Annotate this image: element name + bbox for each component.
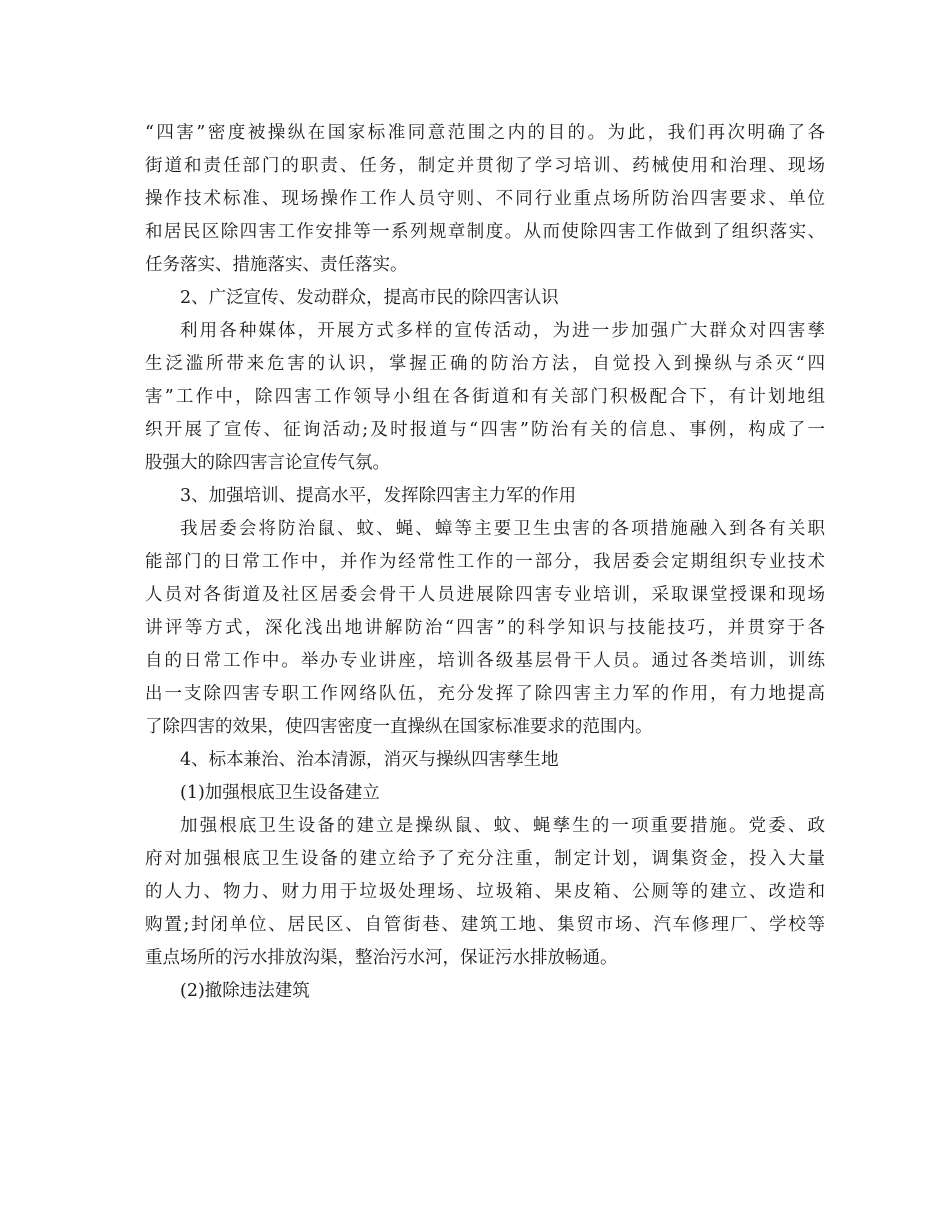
text-line: 生泛滥所带来危害的认识，掌握正确的防治方法，自觉投入到操纵与杀灭“四 (145, 354, 825, 374)
text-line: 操作技术标准、现场操作工作人员守则、不同行业重点场所防治四害要求、单位 (145, 189, 825, 209)
text-line: 重点场所的污水排放沟渠，整治污水河，保证污水排放畅通。 (145, 948, 618, 968)
text-line: 我居委会将防治鼠、蚊、蝇、蟑等主要卫生虫害的各项措施融入到各有关职 (180, 519, 825, 539)
text-line: 加强根底卫生设备的建立是操纵鼠、蚊、蝇孳生的一项重要措施。党委、政 (180, 816, 825, 836)
text-line: (2)撤除违法建筑 (180, 981, 310, 1001)
text-line: 讲评等方式，深化浅出地讲解防治“四害”的科学知识与技能技巧，并贯穿于各 (145, 618, 825, 638)
text-line: 了除四害的效果，使四害密度一直操纵在国家标准要求的范围内。 (145, 717, 653, 737)
text-line: 出一支除四害专职工作网络队伍，充分发挥了除四害主力军的作用，有力地提高 (145, 684, 825, 704)
text-line: 害”工作中，除四害工作领导小组在各街道和有关部门积极配合下，有计划地组 (145, 387, 825, 407)
text-line: 能部门的日常工作中，并作为经常性工作的一部分，我居委会定期组织专业技术 (145, 552, 825, 572)
text-line: (1)加强根底卫生设备建立 (180, 783, 380, 803)
text-line: 利用各种媒体，开展方式多样的宣传活动，为进一步加强广大群众对四害孳 (180, 321, 825, 341)
text-line: 购置;封闭单位、居民区、自管街巷、建筑工地、集贸市场、汽车修理厂、学校等 (145, 915, 825, 935)
text-line: 2、广泛宣传、发动群众，提高市民的除四害认识 (180, 288, 559, 308)
text-line: 和居民区除四害工作安排等一系列规章制度。从而使除四害工作做到了组织落实、 (145, 222, 825, 242)
text-line: 4、标本兼治、治本清源，消灭与操纵四害孳生地 (180, 750, 559, 770)
text-line: 人员对各街道及社区居委会骨干人员进展除四害专业培训，采取课堂授课和现场 (145, 585, 825, 605)
text-line: 股强大的除四害言论宣传气氛。 (145, 453, 390, 473)
text-line: 织开展了宣传、征询活动;及时报道与“四害”防治有关的信息、事例，构成了一 (145, 420, 825, 440)
text-line: “四害”密度被操纵在国家标准同意范围之内的目的。为此，我们再次明确了各 (145, 123, 825, 143)
text-line: 3、加强培训、提高水平，发挥除四害主力军的作用 (180, 486, 577, 506)
text-line: 自的日常工作中。举办专业讲座，培训各级基层骨干人员。通过各类培训，训练 (145, 651, 825, 671)
text-line: 府对加强根底卫生设备的建立给予了充分注重，制定计划，调集资金，投入大量 (145, 849, 825, 869)
document-body (145, 117, 825, 1008)
text-line: 任务落实、措施落实、责任落实。 (145, 255, 408, 275)
text-line: 的人力、物力、财力用于垃圾处理场、垃圾箱、果皮箱、公厕等的建立、改造和 (145, 882, 825, 902)
text-line: 街道和责任部门的职责、任务，制定并贯彻了学习培训、药械使用和治理、现场 (145, 156, 825, 176)
